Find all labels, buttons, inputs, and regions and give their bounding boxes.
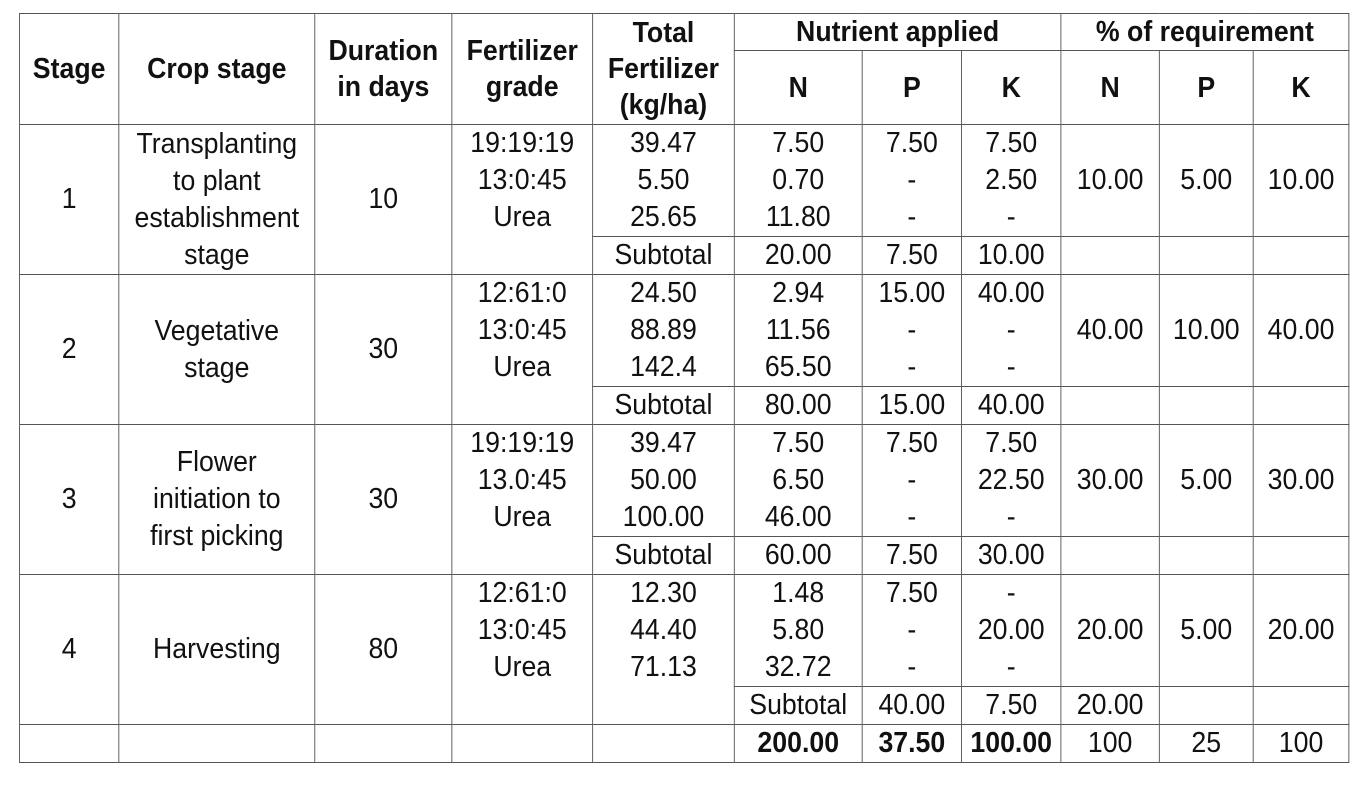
stage-number: 1 xyxy=(19,125,118,275)
grand-total-p: 37.50 xyxy=(862,725,961,763)
subtotal-req-k xyxy=(1253,687,1349,725)
header-total-fertilizer: Total Fertilizer (kg/ha) xyxy=(593,14,735,125)
total-fertilizer: 24.50 88.89 142.4 xyxy=(593,275,735,387)
header-stage: Stage xyxy=(19,14,118,125)
subtotal-req-p xyxy=(1159,237,1253,275)
req-n: 40.00 xyxy=(1061,275,1159,387)
subtotal-label: Subtotal xyxy=(593,537,735,575)
nutrient-n: 2.94 11.56 65.50 xyxy=(734,275,862,387)
table-body xyxy=(19,125,1348,763)
subtotal-label: Subtotal xyxy=(734,687,862,725)
subtotal-req-k xyxy=(1253,537,1349,575)
subtotal-label: Subtotal xyxy=(593,237,735,275)
req-k: 30.00 xyxy=(1253,425,1349,537)
req-p: 5.00 xyxy=(1159,425,1253,537)
req-k: 20.00 xyxy=(1253,575,1349,687)
subtotal-req-k xyxy=(1253,387,1349,425)
subtotal-req-n xyxy=(1061,387,1159,425)
header-fertilizer-grade: Fertilizer grade xyxy=(452,14,593,125)
nutrient-p: 7.50 - - xyxy=(862,425,961,537)
req-n: 20.00 xyxy=(1061,575,1159,687)
req-n: 10.00 xyxy=(1061,125,1159,237)
crop-stage: Harvesting xyxy=(119,575,315,725)
header-nutrient-applied: Nutrient applied xyxy=(734,14,1061,51)
crop-stage: Transplanting to plant establishment stage xyxy=(119,125,315,275)
grand-total-k: 100.00 xyxy=(962,725,1061,763)
fertilizer-grades: 19:19:19 13:0:45 Urea xyxy=(452,125,593,275)
subtotal-k: 30.00 xyxy=(962,537,1061,575)
nutrient-p: 15.00 - - xyxy=(862,275,961,387)
duration: 30 xyxy=(315,275,452,425)
req-p: 10.00 xyxy=(1159,275,1253,387)
stage-row xyxy=(19,275,1348,387)
req-n: 30.00 xyxy=(1061,425,1159,537)
nutrient-n: 7.50 6.50 46.00 xyxy=(734,425,862,537)
duration: 80 xyxy=(315,575,452,725)
subtotal-req-n xyxy=(1061,537,1159,575)
stage-row xyxy=(19,125,1348,237)
fertilizer-grades: 12:61:0 13:0:45 Urea xyxy=(452,275,593,425)
header-nutrient-n: N xyxy=(734,51,862,125)
stage-number: 2 xyxy=(19,275,118,425)
total-fertilizer: 12.30 44.40 71.13 xyxy=(593,575,735,725)
subtotal-req-k xyxy=(1253,237,1349,275)
subtotal-p: 15.00 xyxy=(862,387,961,425)
header-duration: Duration in days xyxy=(315,14,452,125)
header-percent-requirement: % of requirement xyxy=(1061,14,1349,51)
subtotal-k: 10.00 xyxy=(962,237,1061,275)
total-empty xyxy=(452,725,593,763)
header-req-k: K xyxy=(1253,51,1349,125)
crop-stage: Flower initiation to first picking xyxy=(119,425,315,575)
total-empty xyxy=(119,725,315,763)
nutrient-k: 40.00 - - xyxy=(962,275,1061,387)
duration: 10 xyxy=(315,125,452,275)
subtotal-p: 7.50 xyxy=(862,237,961,275)
subtotal-p: 7.50 xyxy=(962,687,1061,725)
nutrient-k: 7.50 22.50 - xyxy=(962,425,1061,537)
subtotal-n: 60.00 xyxy=(734,537,862,575)
req-k: 40.00 xyxy=(1253,275,1349,387)
header-req-p: P xyxy=(1159,51,1253,125)
crop-stage: Vegetative stage xyxy=(119,275,315,425)
total-fertilizer: 39.47 50.00 100.00 xyxy=(593,425,735,537)
grand-total-req-k: 100 xyxy=(1253,725,1349,763)
nutrient-n: 7.50 0.70 11.80 xyxy=(734,125,862,237)
grand-total-req-n: 100 xyxy=(1061,725,1159,763)
fertilizer-schedule-table xyxy=(19,13,1349,763)
nutrient-p: 7.50 - - xyxy=(862,125,961,237)
subtotal-k: 40.00 xyxy=(962,387,1061,425)
grand-total-n: 200.00 xyxy=(734,725,862,763)
nutrient-p: 7.50 - - xyxy=(862,575,961,687)
fertilizer-grades: 19:19:19 13.0:45 Urea xyxy=(452,425,593,575)
header-req-n: N xyxy=(1061,51,1159,125)
fertilizer-grades: 12:61:0 13:0:45 Urea xyxy=(452,575,593,725)
header-row-1 xyxy=(19,14,1348,51)
stage-number: 4 xyxy=(19,575,118,725)
req-p: 5.00 xyxy=(1159,125,1253,237)
total-fertilizer: 39.47 5.50 25.65 xyxy=(593,125,735,237)
subtotal-req-p xyxy=(1159,387,1253,425)
nutrient-k: 7.50 2.50 - xyxy=(962,125,1061,237)
subtotal-label: Subtotal xyxy=(593,387,735,425)
stage-row xyxy=(19,425,1348,537)
subtotal-n: 20.00 xyxy=(734,237,862,275)
subtotal-req-n xyxy=(1061,237,1159,275)
page xyxy=(19,13,1339,763)
subtotal-n: 40.00 xyxy=(862,687,961,725)
total-empty xyxy=(593,725,735,763)
stage-number: 3 xyxy=(19,425,118,575)
grand-total-row xyxy=(19,725,1348,763)
subtotal-req-p xyxy=(1159,687,1253,725)
req-p: 5.00 xyxy=(1159,575,1253,687)
nutrient-n: 1.48 5.80 32.72 xyxy=(734,575,862,687)
nutrient-k: - 20.00 - xyxy=(962,575,1061,687)
header-nutrient-p: P xyxy=(862,51,961,125)
total-empty xyxy=(19,725,118,763)
subtotal-k: 20.00 xyxy=(1061,687,1159,725)
header-nutrient-k: K xyxy=(962,51,1061,125)
subtotal-req-p xyxy=(1159,537,1253,575)
duration: 30 xyxy=(315,425,452,575)
grand-total-req-p: 25 xyxy=(1159,725,1253,763)
subtotal-p: 7.50 xyxy=(862,537,961,575)
header-crop-stage: Crop stage xyxy=(119,14,315,125)
req-k: 10.00 xyxy=(1253,125,1349,237)
total-empty xyxy=(315,725,452,763)
subtotal-n: 80.00 xyxy=(734,387,862,425)
stage-row xyxy=(19,575,1348,687)
